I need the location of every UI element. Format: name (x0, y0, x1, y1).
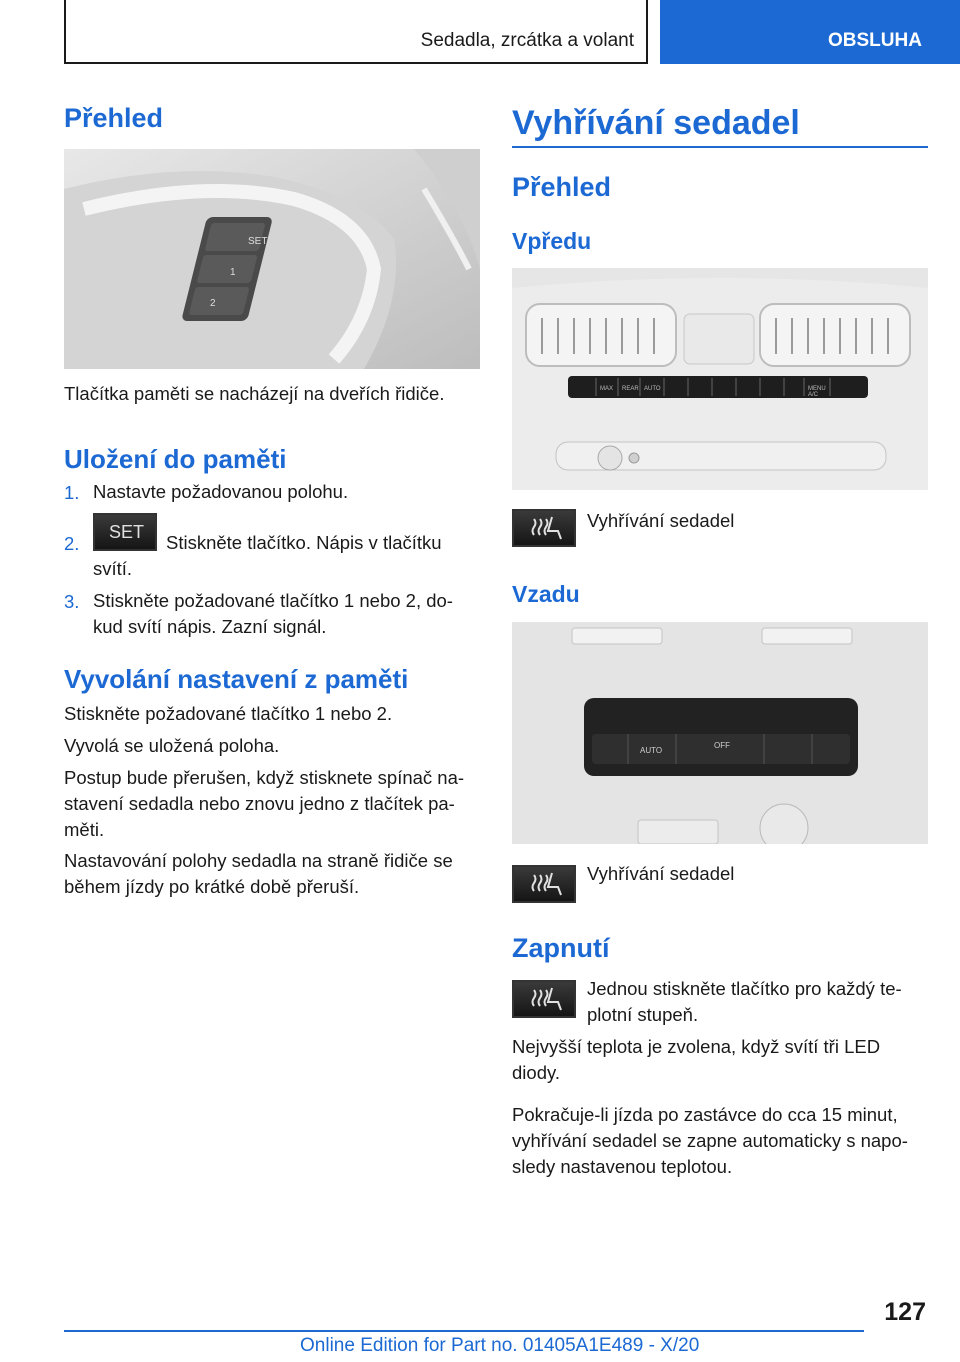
para-vyvolani-3-l3: měti. (64, 819, 105, 840)
para-restart-l2: vyhřívání sedadel se zapne automaticky s napo- (512, 1130, 908, 1151)
photo1-caption: Tlačítka paměti se nacházejí na dveřích řidiče. (64, 383, 445, 404)
header-chapter-title: OBSLUHA (828, 30, 922, 51)
heading-prehled-left: Přehled (64, 103, 164, 133)
rear-climate-panel-photo (512, 622, 928, 844)
rear-auto-label: AUTO (640, 746, 663, 755)
para-restart-l3: sledy nastavenou teplotou. (512, 1156, 733, 1177)
heading-vyhrivani-sedadel: Vyhřívání sedadel (512, 104, 800, 142)
front-climate-panel-photo (512, 268, 928, 490)
zapnuti-text-l1: Jednou stiskněte tlačítko pro každý te- (587, 978, 902, 999)
header-section-title: Sedadla, zrcátka a volant (420, 30, 634, 51)
heading-prehled-right: Přehled (512, 172, 612, 202)
step-2-number: 2. (64, 533, 80, 554)
para-vyvolani-2: Vyvolá se uložená poloha. (64, 735, 280, 756)
para-vyvolani-4-l2: během jízdy po krátké době přeruší. (64, 876, 360, 897)
zapnuti-text-l2: plotní stupeň. (587, 1004, 699, 1025)
para-vyvolani-3-l1: Postup bude přerušen, když stisknete spínač na- (64, 767, 465, 788)
set-key-icon (93, 513, 157, 551)
header-chapter-tab (660, 0, 960, 64)
para-led-l1: Nejvyšší teplota je zvolena, když svítí tři LED (512, 1036, 881, 1057)
para-vyvolani-4-l1: Nastavování polohy sedadla na straně řidiče se (64, 850, 453, 871)
step-2-text: Stiskněte tlačítko. Nápis v tlačítku (166, 532, 442, 553)
page-number: 127 (884, 1298, 926, 1326)
caption-front: Vyhřívání sedadel (587, 510, 735, 531)
footer-edition: Online Edition for Part no. 01405A1E489 - X/20 (300, 1335, 700, 1356)
header-section-box (64, 0, 648, 64)
step-3-text-cont: kud svítí nápis. Zazní signál. (93, 616, 327, 637)
caption-rear: Vyhřívání sedadel (587, 863, 735, 884)
heading-zapnuti: Zapnutí (512, 933, 610, 963)
footer-rule (64, 1330, 864, 1332)
photo1-two-label: 2 (210, 298, 216, 309)
heading-ulozeni: Uložení do paměti (64, 444, 287, 474)
para-vyvolani-1: Stiskněte požadované tlačítko 1 nebo 2. (64, 703, 393, 724)
heading-vpredu: Vpředu (512, 228, 592, 254)
heading-vyvolani: Vyvolání nastavení z paměti (64, 664, 409, 694)
step-3-number: 3. (64, 591, 80, 612)
seat-heating-icon (512, 509, 576, 547)
set-key-label: SET (109, 522, 145, 542)
front-max-label: MAX (600, 386, 614, 392)
heading-rule (512, 146, 928, 148)
heading-vzadu: Vzadu (512, 581, 580, 607)
front-menu-label: MENU (808, 386, 826, 392)
para-led-l2: diody. (512, 1062, 560, 1083)
front-ac-label: A/C (808, 392, 819, 398)
step-1-text: Nastavte požadovanou polohu. (93, 481, 349, 502)
step-2-text-cont: svítí. (93, 558, 133, 579)
step-1-number: 1. (64, 482, 80, 503)
door-memory-buttons-photo (64, 149, 480, 369)
front-auto-label: AUTO (644, 386, 661, 392)
seat-heating-icon-rear (512, 865, 576, 903)
para-restart-l1: Pokračuje-li jízda po zastávce do cca 15 minut, (512, 1104, 898, 1125)
photo1-set-label: SET (248, 236, 268, 247)
front-rear-label: REAR (622, 386, 639, 392)
rear-off-label: OFF (714, 741, 730, 750)
para-vyvolani-3-l2: stavení sedadla nebo znovu jedno z tlačítek pa- (64, 793, 455, 814)
photo1-one-label: 1 (230, 267, 236, 278)
step-3-text: Stiskněte požadované tlačítko 1 nebo 2, do- (93, 590, 453, 611)
seat-heating-icon-zapnuti (512, 980, 576, 1018)
